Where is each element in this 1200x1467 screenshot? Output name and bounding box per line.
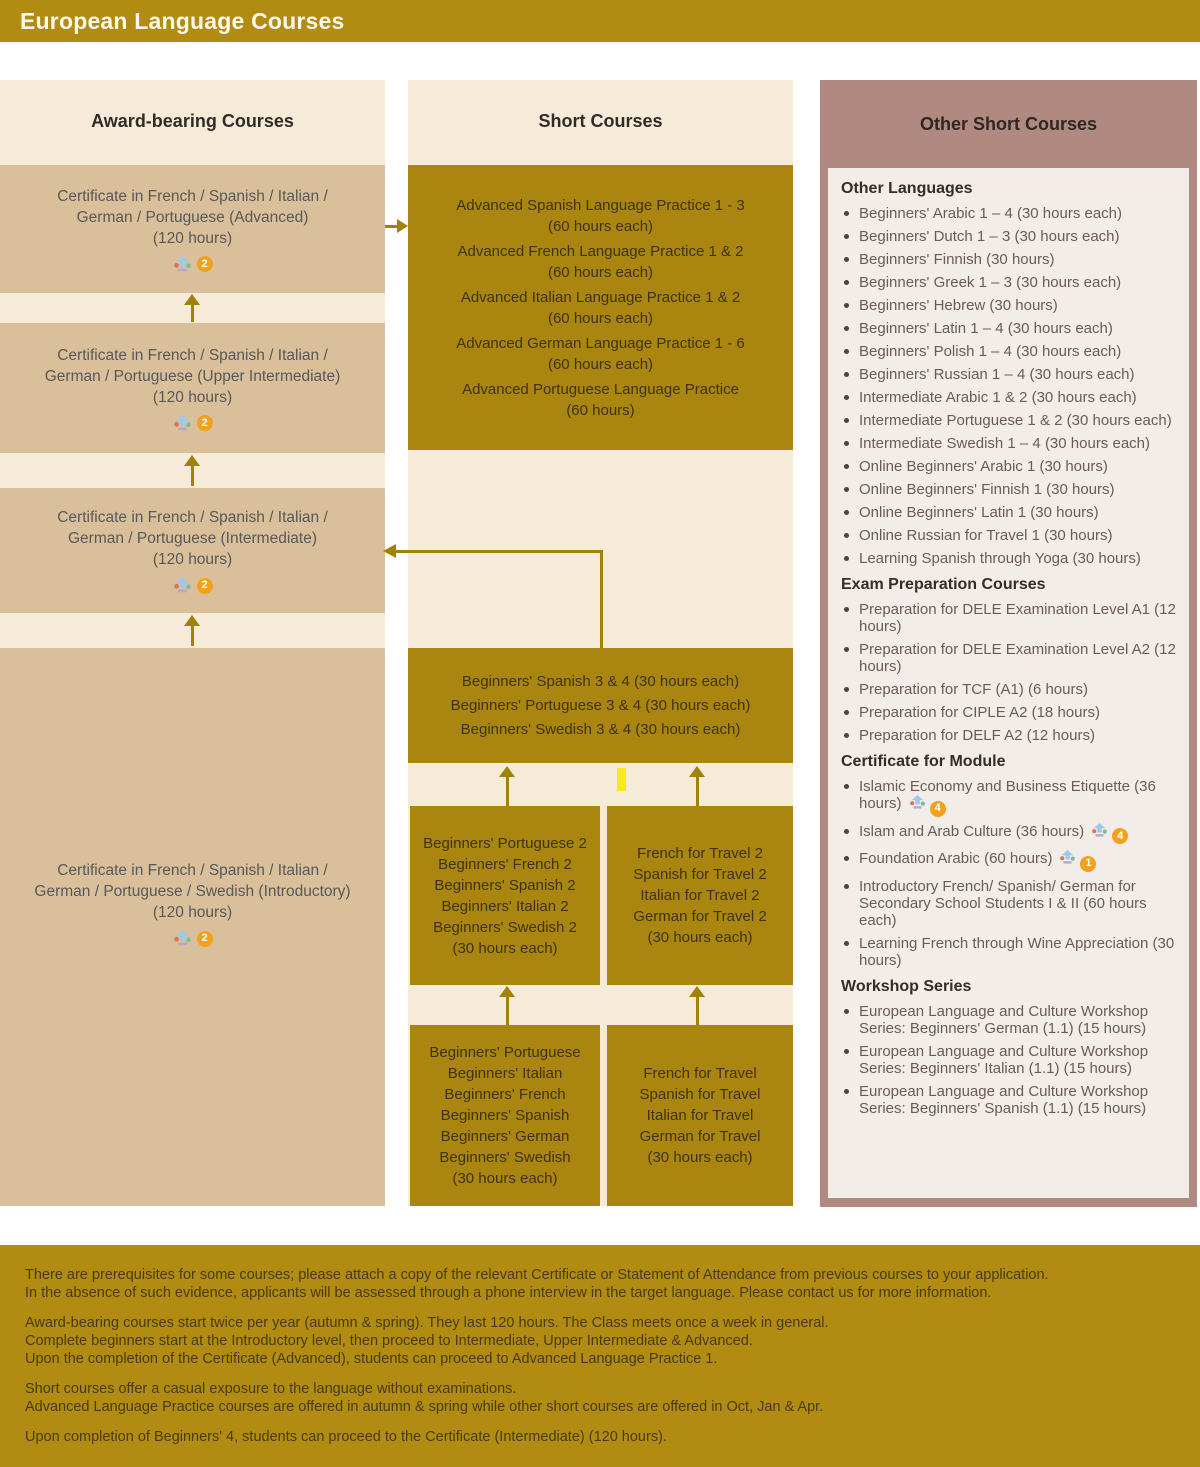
- text-line: Beginners' Spanish 3 & 4 (30 hours each): [461, 672, 740, 690]
- footer-notes: [0, 1245, 1200, 1467]
- text-line: German for Travel: [639, 1128, 761, 1145]
- other-courses-panel: [828, 168, 1189, 1198]
- bullet-icon: [844, 211, 849, 216]
- cef-icon: [909, 795, 926, 810]
- list-item-text: European Language and Culture Workshop Series: Beginners' German (1.1) (15 hours): [859, 1002, 1149, 1037]
- list-item-text: Intermediate Arabic 1 & 2 (30 hours each): [859, 389, 1137, 406]
- arrow-up-upperint-to-advanced: [184, 294, 200, 322]
- footer-line: Award-bearing courses start twice per year (autumn & spring). They last 120 hours. The Class meets once a week in general.: [25, 1315, 829, 1331]
- bullet-icon: [844, 556, 849, 561]
- beginners-2-box: [410, 806, 600, 985]
- text-line: (120 hours): [152, 229, 233, 247]
- text-line: Spanish for Travel 2: [633, 866, 767, 883]
- footer-paragraph-short-courses: [25, 1380, 1175, 1416]
- list-item: [841, 641, 1179, 675]
- bullet-icon: [844, 418, 849, 423]
- list-item-text: European Language and Culture Workshop Series: Beginners' Spanish (1.1) (15 hours): [859, 1082, 1149, 1117]
- course-name: Advanced French Language Practice 1 & 2: [457, 242, 744, 260]
- arrow-up-beg1-to-beg2: [499, 986, 515, 1025]
- section-heading-workshop-series: Workshop Series: [841, 977, 972, 995]
- list-item-text: Beginners' Finnish (30 hours): [859, 251, 1055, 268]
- text-line: Beginners' Italian 2: [441, 897, 569, 915]
- list-item: [841, 205, 1179, 222]
- text-line: Certificate in French / Spanish / Italian /: [57, 509, 328, 526]
- badge-row: [173, 415, 213, 432]
- text-line: Beginners' French: [444, 1086, 566, 1103]
- text-line: Beginners' Italian: [447, 1065, 563, 1082]
- bullet-icon: [844, 733, 849, 738]
- footer-line: Short courses offer a casual exposure to the language without examinations.: [25, 1381, 517, 1397]
- list-item: [841, 1043, 1179, 1077]
- text-line: (120 hours): [152, 388, 233, 406]
- bullet-icon: [844, 784, 849, 789]
- certificate-module-list: [841, 778, 1179, 969]
- column-header-other: Other Short Courses: [919, 113, 1098, 134]
- course-hours: (60 hours): [566, 401, 635, 419]
- course-name: Advanced Italian Language Practice 1 & 2: [460, 288, 741, 306]
- cert-upper-intermediate-box: [0, 323, 385, 453]
- cert-intermediate-box: [0, 488, 385, 613]
- list-item-text: Preparation for CIPLE A2 (18 hours): [859, 704, 1100, 721]
- column-header-short: Short Courses: [538, 111, 663, 131]
- list-item-text: Beginners' Latin 1 – 4 (30 hours each): [859, 320, 1113, 337]
- advanced-practice-box: [408, 165, 793, 450]
- text-line: French for Travel 2: [637, 845, 763, 862]
- column-other-short-courses: [820, 80, 1197, 1207]
- section-heading-certificate-module: Certificate for Module: [841, 753, 1006, 770]
- list-item: [841, 251, 1179, 268]
- text-line: Spanish for Travel: [639, 1086, 761, 1103]
- course-name: Advanced Spanish Language Practice 1 - 3: [456, 196, 745, 214]
- arrow-head-left-icon: [383, 544, 396, 558]
- cef-icon: [173, 256, 192, 273]
- footer-paragraph-award-bearing: [25, 1314, 1175, 1368]
- list-item: [841, 274, 1179, 291]
- footer-paragraph-prerequisites: [25, 1266, 1175, 1302]
- badge-group: [1084, 823, 1128, 840]
- list-item-text: Beginners' Greek 1 – 3 (30 hours each): [859, 274, 1122, 291]
- text-line: (30 hours each): [647, 1149, 753, 1166]
- list-item-text: Intermediate Swedish 1 – 4 (30 hours each): [859, 435, 1150, 452]
- list-item: [841, 778, 1179, 817]
- list-item: [841, 458, 1179, 475]
- section-heading-other-languages: Other Languages: [841, 180, 973, 197]
- count-badge: 2: [197, 256, 213, 272]
- bullet-icon: [844, 1049, 849, 1054]
- count-badge: 2: [197, 931, 213, 947]
- page-title: European Language Courses: [20, 7, 345, 34]
- cef-icon: [173, 577, 192, 594]
- text-line: Certificate in French / Spanish / Italian /: [57, 346, 328, 364]
- cert-advanced-box: [0, 165, 385, 293]
- footer-paragraph-beginners4: [25, 1428, 1175, 1446]
- list-item-text: Intermediate Portuguese 1 & 2 (30 hours each): [859, 412, 1172, 429]
- badge-row: [173, 256, 213, 273]
- bullet-icon: [844, 647, 849, 652]
- list-item-text: Learning French through Wine Appreciation (30 hours): [859, 934, 1175, 969]
- list-item: [841, 601, 1179, 635]
- course-name: Advanced German Language Practice 1 - 6: [456, 334, 745, 352]
- list-item: [841, 366, 1179, 383]
- list-item: [841, 1083, 1179, 1117]
- count-badge: 4: [1112, 828, 1128, 844]
- beginners-1-box: [410, 1025, 600, 1206]
- text-line: Certificate in French / Spanish / Italian /: [57, 187, 328, 205]
- section-heading-exam-prep: Exam Preparation Courses: [841, 576, 1046, 593]
- list-item-text: Preparation for DELE Examination Level A2 (12 hours): [859, 641, 1176, 675]
- text-line: French for Travel: [643, 1065, 757, 1082]
- text-line: (120 hours): [152, 904, 233, 921]
- exam-prep-list: [841, 601, 1179, 744]
- bullet-icon: [844, 1089, 849, 1094]
- cert-introductory-box: [0, 648, 385, 1206]
- text-line: Beginners' Portuguese 2: [423, 834, 587, 852]
- footer-line: There are prerequisites for some courses; please attach a copy of the relevant Certificate or Statement of Attendance from previous courses to your application.: [25, 1267, 1049, 1283]
- list-item: [841, 681, 1179, 698]
- list-item-text: Islamic Economy and Business Etiquette (36 hours) 4: [859, 778, 1179, 817]
- text-line: Beginners' Portuguese: [429, 1044, 581, 1061]
- list-item-text: Learning Spanish through Yoga (30 hours): [859, 550, 1141, 567]
- cef-icon: [173, 930, 192, 947]
- list-item-text: Preparation for TCF (A1) (6 hours): [859, 681, 1088, 698]
- course-entry: [456, 287, 745, 329]
- text-line: (30 hours each): [452, 939, 558, 957]
- course-hours: (60 hours each): [547, 355, 654, 373]
- text-line: Beginners' Spanish 2: [434, 876, 576, 894]
- bullet-icon: [844, 829, 849, 834]
- list-item-text: Preparation for DELF A2 (12 hours): [859, 727, 1095, 744]
- connector-beginners4-to-intermediate-v: [600, 550, 603, 648]
- travel-2-box: [607, 806, 793, 985]
- badge-group: [1052, 850, 1096, 867]
- workshop-series-list: [841, 1003, 1179, 1117]
- list-item-text: Foundation Arabic (60 hours) 1: [859, 850, 1179, 872]
- count-badge: 2: [197, 578, 213, 594]
- list-item: [841, 228, 1179, 245]
- list-item: [841, 320, 1179, 337]
- list-item: [841, 935, 1179, 969]
- list-item: [841, 412, 1179, 429]
- text-line: Beginners' Spanish: [440, 1107, 570, 1124]
- course-entry: [456, 195, 745, 237]
- column-header-award: Award-bearing Courses: [91, 111, 294, 131]
- travel-1-box: [607, 1025, 793, 1206]
- cef-icon: [173, 415, 192, 432]
- bullet-icon: [844, 1009, 849, 1014]
- footer-line: Complete beginners start at the Introductory level, then proceed to Intermediate, Upper Intermediate & Advanced.: [25, 1333, 753, 1349]
- text-line: (30 hours each): [452, 1170, 558, 1187]
- bullet-icon: [844, 326, 849, 331]
- list-item: [841, 504, 1179, 521]
- footer-line: Upon the completion of the Certificate (Advanced), students can proceed to Advanced Language Practice 1.: [25, 1351, 718, 1367]
- bullet-icon: [844, 884, 849, 889]
- list-item: [841, 389, 1179, 406]
- list-item-text: Online Beginners' Finnish 1 (30 hours): [859, 481, 1115, 498]
- count-badge: 2: [197, 415, 213, 431]
- arrow-up-beg2-to-beg34: [499, 766, 515, 806]
- list-item-text: Online Beginners' Latin 1 (30 hours): [859, 504, 1099, 521]
- text-line: Italian for Travel: [646, 1107, 754, 1124]
- cef-icon: [1059, 850, 1076, 865]
- list-item-text: Beginners' Dutch 1 – 3 (30 hours each): [859, 228, 1120, 245]
- bullet-icon: [844, 257, 849, 262]
- list-item: [841, 1003, 1179, 1037]
- beginners-3-4-box: [408, 648, 793, 763]
- cef-icon: [1091, 823, 1108, 838]
- list-item-text: Beginners' Russian 1 – 4 (30 hours each): [859, 366, 1135, 383]
- badge-group: [902, 795, 946, 812]
- bullet-icon: [844, 510, 849, 515]
- footer-line: Advanced Language Practice courses are offered in autumn & spring while other short courses are offered in Oct, Jan & Apr.: [25, 1399, 824, 1415]
- course-entry: [456, 241, 745, 283]
- course-entry: [456, 379, 745, 421]
- footer-line: In the absence of such evidence, applicants will be assessed through a phone interview in the target language. Please contact us for more information.: [25, 1285, 992, 1301]
- text-line: Certificate in French / Spanish / Italian /: [57, 862, 328, 879]
- course-name: Advanced Portuguese Language Practice: [462, 380, 739, 398]
- list-item: [841, 343, 1179, 360]
- list-item: [841, 704, 1179, 721]
- list-item: [841, 527, 1179, 544]
- arrow-up-travel2-to-beg34: [689, 766, 705, 806]
- list-item: [841, 297, 1179, 314]
- bullet-icon: [844, 607, 849, 612]
- badge-row: [173, 577, 213, 594]
- arrow-up-travel1-to-travel2: [689, 986, 705, 1025]
- list-item: [841, 481, 1179, 498]
- bullet-icon: [844, 372, 849, 377]
- other-languages-list: [841, 205, 1179, 567]
- list-item: [841, 823, 1179, 845]
- list-item: [841, 435, 1179, 452]
- text-line: Beginners' Swedish: [439, 1149, 571, 1166]
- bullet-icon: [844, 280, 849, 285]
- bullet-icon: [844, 533, 849, 538]
- course-entry: [456, 333, 745, 375]
- bullet-icon: [844, 441, 849, 446]
- list-item: [841, 550, 1179, 567]
- bullet-icon: [844, 464, 849, 469]
- text-line: Beginners' Swedish 3 & 4 (30 hours each): [460, 720, 741, 738]
- arrow-up-int-to-upperint: [184, 455, 200, 486]
- text-line: German / Portuguese / Swedish (Introductory): [34, 883, 351, 900]
- count-badge: 4: [930, 801, 946, 817]
- list-item-text: Online Russian for Travel 1 (30 hours): [859, 527, 1113, 544]
- course-hours: (60 hours each): [547, 217, 654, 235]
- list-item-text: Beginners' Arabic 1 – 4 (30 hours each): [859, 205, 1123, 222]
- list-item: [841, 727, 1179, 744]
- list-item: [841, 878, 1179, 929]
- count-badge: 1: [1080, 856, 1096, 872]
- badge-row: [173, 930, 213, 947]
- text-line: German / Portuguese (Upper Intermediate): [44, 367, 341, 385]
- text-line: (30 hours each): [647, 929, 753, 946]
- bullet-icon: [844, 303, 849, 308]
- text-line: Italian for Travel 2: [640, 887, 760, 904]
- footer-line: Upon completion of Beginners' 4, students can proceed to the Certificate (Intermediate) (120 hours).: [25, 1429, 667, 1445]
- text-line: German / Portuguese (Intermediate): [68, 530, 317, 547]
- bullet-icon: [844, 856, 849, 861]
- bullet-icon: [844, 941, 849, 946]
- list-item-text: Introductory French/ Spanish/ German for Secondary School Students I & II (60 hours each): [859, 877, 1147, 929]
- list-item-text: Beginners' Polish 1 – 4 (30 hours each): [859, 343, 1122, 360]
- text-line: (120 hours): [152, 551, 233, 568]
- course-hours: (60 hours each): [547, 263, 654, 281]
- list-item-text: European Language and Culture Workshop Series: Beginners' Italian (1.1) (15 hours): [859, 1042, 1149, 1077]
- text-line: Beginners' Swedish 2: [433, 918, 577, 936]
- title-bar: [0, 0, 1200, 42]
- text-line: Beginners' German: [440, 1128, 570, 1145]
- arrow-head-right-icon: [397, 219, 408, 233]
- bullet-icon: [844, 395, 849, 400]
- bullet-icon: [844, 234, 849, 239]
- course-hours: (60 hours each): [547, 309, 654, 327]
- bullet-icon: [844, 687, 849, 692]
- bullet-icon: [844, 349, 849, 354]
- bullet-icon: [844, 487, 849, 492]
- list-item: [841, 850, 1179, 872]
- text-line: German for Travel 2: [633, 908, 767, 925]
- bullet-icon: [844, 710, 849, 715]
- highlight-mark: [617, 768, 626, 791]
- list-item-text: Beginners' Hebrew (30 hours): [859, 297, 1058, 314]
- list-item-text: Online Beginners' Arabic 1 (30 hours): [859, 458, 1108, 475]
- text-line: Beginners' French 2: [438, 855, 572, 873]
- list-item-text: Preparation for DELE Examination Level A1 (12 hours): [859, 601, 1176, 635]
- arrow-up-intro-to-int: [184, 615, 200, 646]
- text-line: German / Portuguese (Advanced): [76, 208, 309, 226]
- connector-beginners4-to-intermediate-h: [396, 550, 603, 553]
- list-item-text: Islam and Arab Culture (36 hours) 4: [859, 823, 1179, 845]
- text-line: Beginners' Portuguese 3 & 4 (30 hours each): [450, 696, 751, 714]
